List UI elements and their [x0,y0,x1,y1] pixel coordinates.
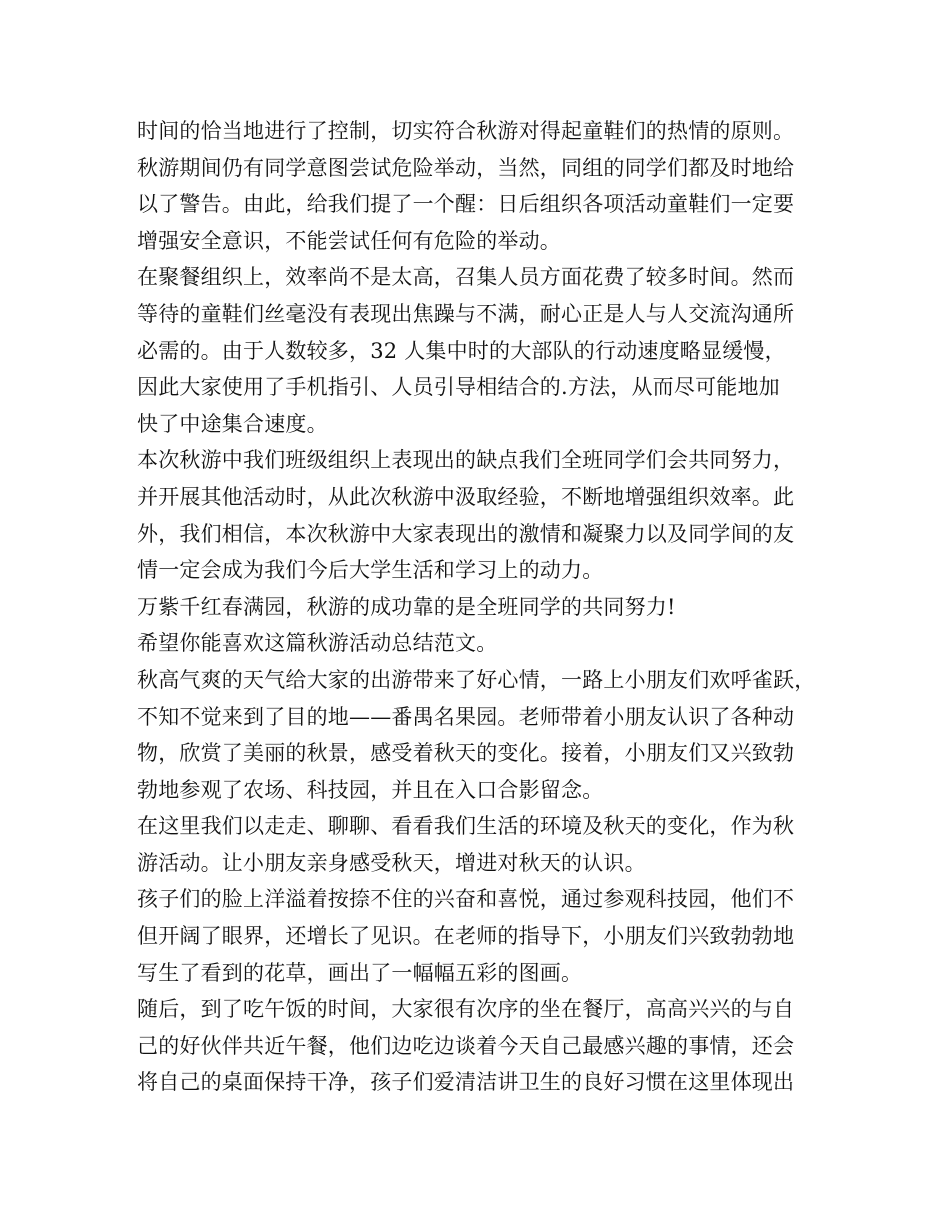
text-line: 万紫千红春满园，秋游的成功靠的是全班同学的共同努力! [137,594,676,619]
text-line: 秋游期间仍有同学意图尝试危险举动，当然，同组的同学们都及时地给 [137,155,795,180]
text-line: 在这里我们以走走、聊聊、看看我们生活的环境及秋天的变化，作为秋 [137,814,795,839]
text-line: 以了警告。由此，给我们提了一个醒：日后组织各项活动童鞋们一定要 [137,192,795,217]
text-line: 因此大家使用了手机指引、人员引导相结合的.方法，从而尽可能地加 [137,375,780,400]
document-body [137,113,827,1101]
text-line: 孩子们的脸上洋溢着按捺不住的兴奋和喜悦，通过参观科技园，他们不 [137,887,795,912]
text-line: 秋高气爽的天气给大家的出游带来了好心情，一路上小朋友们欢呼雀跃， [137,667,816,692]
text-line: 己的好伙伴共近午餐，他们边吃边谈着今天自己最感兴趣的事情，还会 [137,1033,795,1058]
text-line: 并开展其他活动时，从此次秋游中汲取经验，不断地增强组织效率。此 [137,484,795,509]
text-line: 将自己的桌面保持干净，孩子们爱清洁讲卫生的良好习惯在这里体现出 [137,1070,795,1095]
text-line: 增强安全意识，不能尝试任何有危险的举动。 [137,228,561,253]
text-line: 希望你能喜欢这篇秋游活动总结范文。 [137,631,498,656]
text-line: 游活动。让小朋友亲身感受秋天，增进对秋天的认识。 [137,850,646,875]
text-line: 随后，到了吃午饭的时间，大家很有次序的坐在餐厅，高高兴兴的与自 [137,997,795,1022]
text-line: 快了中途集合速度。 [137,411,328,436]
text-line: 物，欣赏了美丽的秋景，感受着秋天的变化。接着，小朋友们又兴致勃 [137,741,795,766]
text-line: 写生了看到的花草，画出了一幅幅五彩的图画。 [137,960,583,985]
text-line: 但开阔了眼界，还增长了见识。在老师的指导下，小朋友们兴致勃勃地 [137,924,795,949]
text-line: 在聚餐组织上，效率尚不是太高，召集人员方面花费了较多时间。然而 [137,265,795,290]
text-line: 必需的。由于人数较多，32 人集中时的大部队的行动速度略显缓慢， [137,338,786,363]
text-line: 外，我们相信，本次秋游中大家表现出的激情和凝聚力以及同学间的友 [137,521,795,546]
text-line: 等待的童鞋们丝毫没有表现出焦躁与不满，耐心正是人与人交流沟通所 [137,301,795,326]
text-line: 勃地参观了农场、科技园，并且在入口合影留念。 [137,777,604,802]
text-line: 本次秋游中我们班级组织上表现出的缺点我们全班同学们会共同努力， [137,448,795,473]
text-line: 情一定会成为我们今后大学生活和学习上的动力。 [137,558,604,583]
text-line: 时间的恰当地进行了控制，切实符合秋游对得起童鞋们的热情的原则。 [137,119,795,143]
text-line: 不知不觉来到了目的地——番禺名果园。老师带着小朋友认识了各种动 [137,704,795,729]
